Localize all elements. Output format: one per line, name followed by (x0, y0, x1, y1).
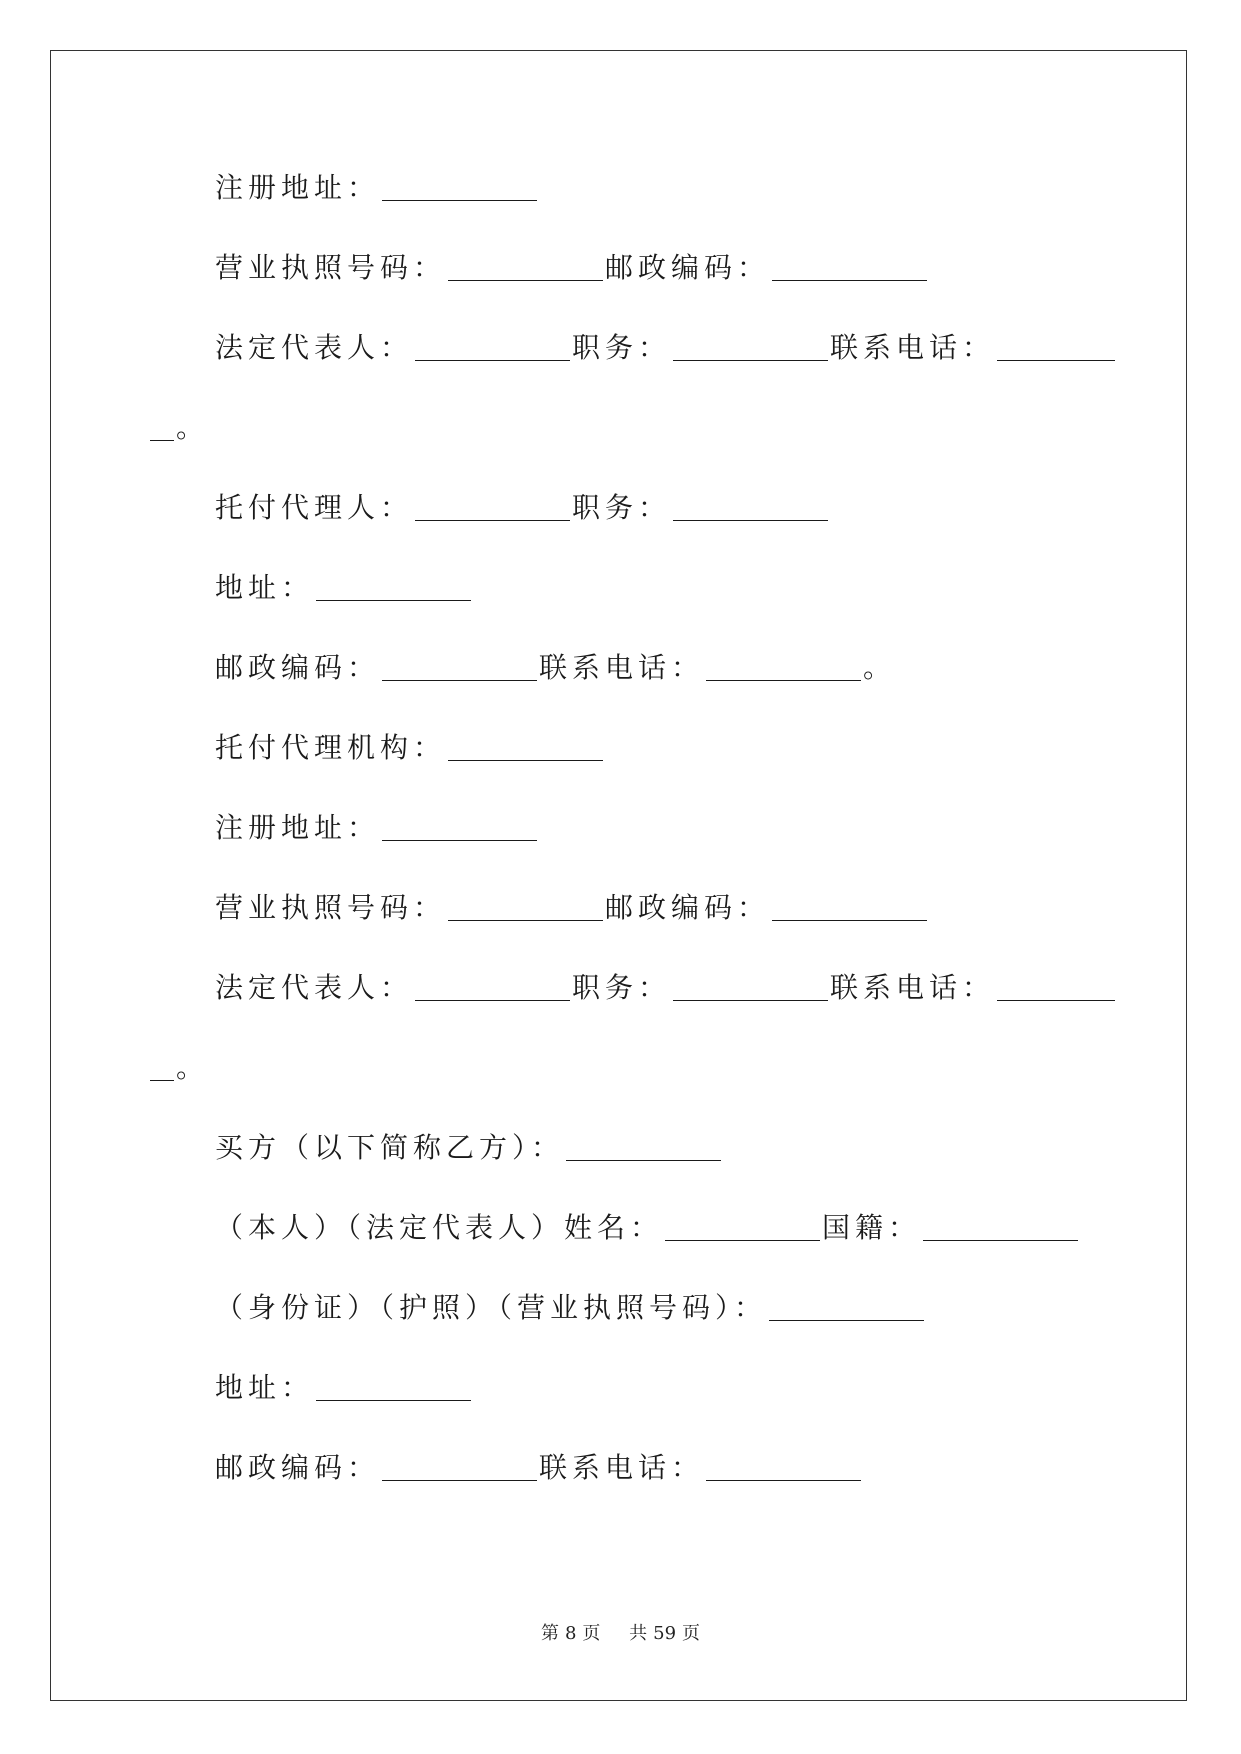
blank-field (997, 972, 1115, 1001)
label: 邮政编码： (215, 1451, 381, 1484)
legal-representative-line-1 (215, 328, 1117, 368)
label: 职务： (572, 331, 672, 364)
blank-field (923, 1212, 1078, 1241)
label: 托付代理人： (215, 491, 414, 524)
label: 注册地址： (215, 811, 381, 844)
label: 联系电话： (539, 1451, 705, 1484)
blank-field (772, 892, 927, 921)
blank-field (448, 892, 603, 921)
address-line-1 (215, 568, 473, 608)
address-line-2 (215, 1368, 473, 1408)
blank-field (382, 1452, 537, 1481)
blank-field (448, 732, 603, 761)
blank-field (772, 252, 927, 281)
blank-field (665, 1212, 820, 1241)
postal-phone-line-1 (215, 648, 896, 688)
business-license-line-1 (215, 248, 929, 288)
label: 买方（以下简称乙方）： (215, 1131, 565, 1164)
label: 邮政编码： (605, 251, 771, 284)
label: 国籍： (822, 1211, 922, 1244)
label: 地址： (215, 1371, 315, 1404)
blank-field (997, 332, 1115, 361)
label: 法定代表人： (215, 331, 414, 364)
period: 。 (863, 651, 897, 684)
label: 职务： (572, 971, 672, 1004)
blank-field (706, 652, 861, 681)
total-prefix: 共 (629, 1623, 648, 1644)
registered-address-line-2 (215, 808, 539, 848)
label: 法定代表人： (215, 971, 414, 1004)
label: （本人）（法定代表人）姓名： (215, 1211, 664, 1244)
blank-field (673, 972, 828, 1001)
page-prefix: 第 (540, 1623, 559, 1644)
buyer-line (215, 1128, 723, 1168)
line-continuation-1 (150, 408, 209, 448)
label: 地址： (215, 571, 315, 604)
total-indicator (626, 1623, 703, 1644)
label: 邮政编码： (605, 891, 771, 924)
total-number: 59 (653, 1623, 677, 1644)
id-passport-line (215, 1288, 926, 1328)
period: 。 (176, 411, 210, 444)
page-indicator (538, 1623, 603, 1644)
registered-address-line-1 (215, 168, 539, 208)
period: 。 (176, 1051, 210, 1084)
blank-field (415, 972, 570, 1001)
blank-field (316, 572, 471, 601)
blank-field (673, 332, 828, 361)
label: （身份证）（护照）（营业执照号码）： (215, 1291, 768, 1324)
blank-field (769, 1292, 924, 1321)
blank-field (382, 172, 537, 201)
business-license-line-2 (215, 888, 929, 928)
blank-field (382, 652, 537, 681)
blank-field (415, 492, 570, 521)
label: 联系电话： (539, 651, 705, 684)
page-number: 8 (564, 1623, 577, 1644)
blank-field (150, 1052, 174, 1081)
blank-field (150, 412, 174, 441)
page-footer (0, 1619, 1241, 1645)
label: 职务： (572, 491, 672, 524)
label: 邮政编码： (215, 651, 381, 684)
label: 联系电话： (830, 331, 996, 364)
page-suffix: 页 (582, 1623, 601, 1644)
label: 联系电话： (830, 971, 996, 1004)
name-nationality-line (215, 1208, 1080, 1248)
postal-phone-line-2 (215, 1448, 863, 1488)
legal-representative-line-2 (215, 968, 1117, 1008)
blank-field (706, 1452, 861, 1481)
line-continuation-2 (150, 1048, 209, 1088)
blank-field (316, 1372, 471, 1401)
label: 注册地址： (215, 171, 381, 204)
blank-field (382, 812, 537, 841)
label: 营业执照号码： (215, 251, 447, 284)
label: 营业执照号码： (215, 891, 447, 924)
label: 托付代理机构： (215, 731, 447, 764)
blank-field (415, 332, 570, 361)
total-suffix: 页 (682, 1623, 701, 1644)
blank-field (566, 1132, 721, 1161)
agency-line (215, 728, 605, 768)
agent-line-1 (215, 488, 830, 528)
blank-field (673, 492, 828, 521)
blank-field (448, 252, 603, 281)
